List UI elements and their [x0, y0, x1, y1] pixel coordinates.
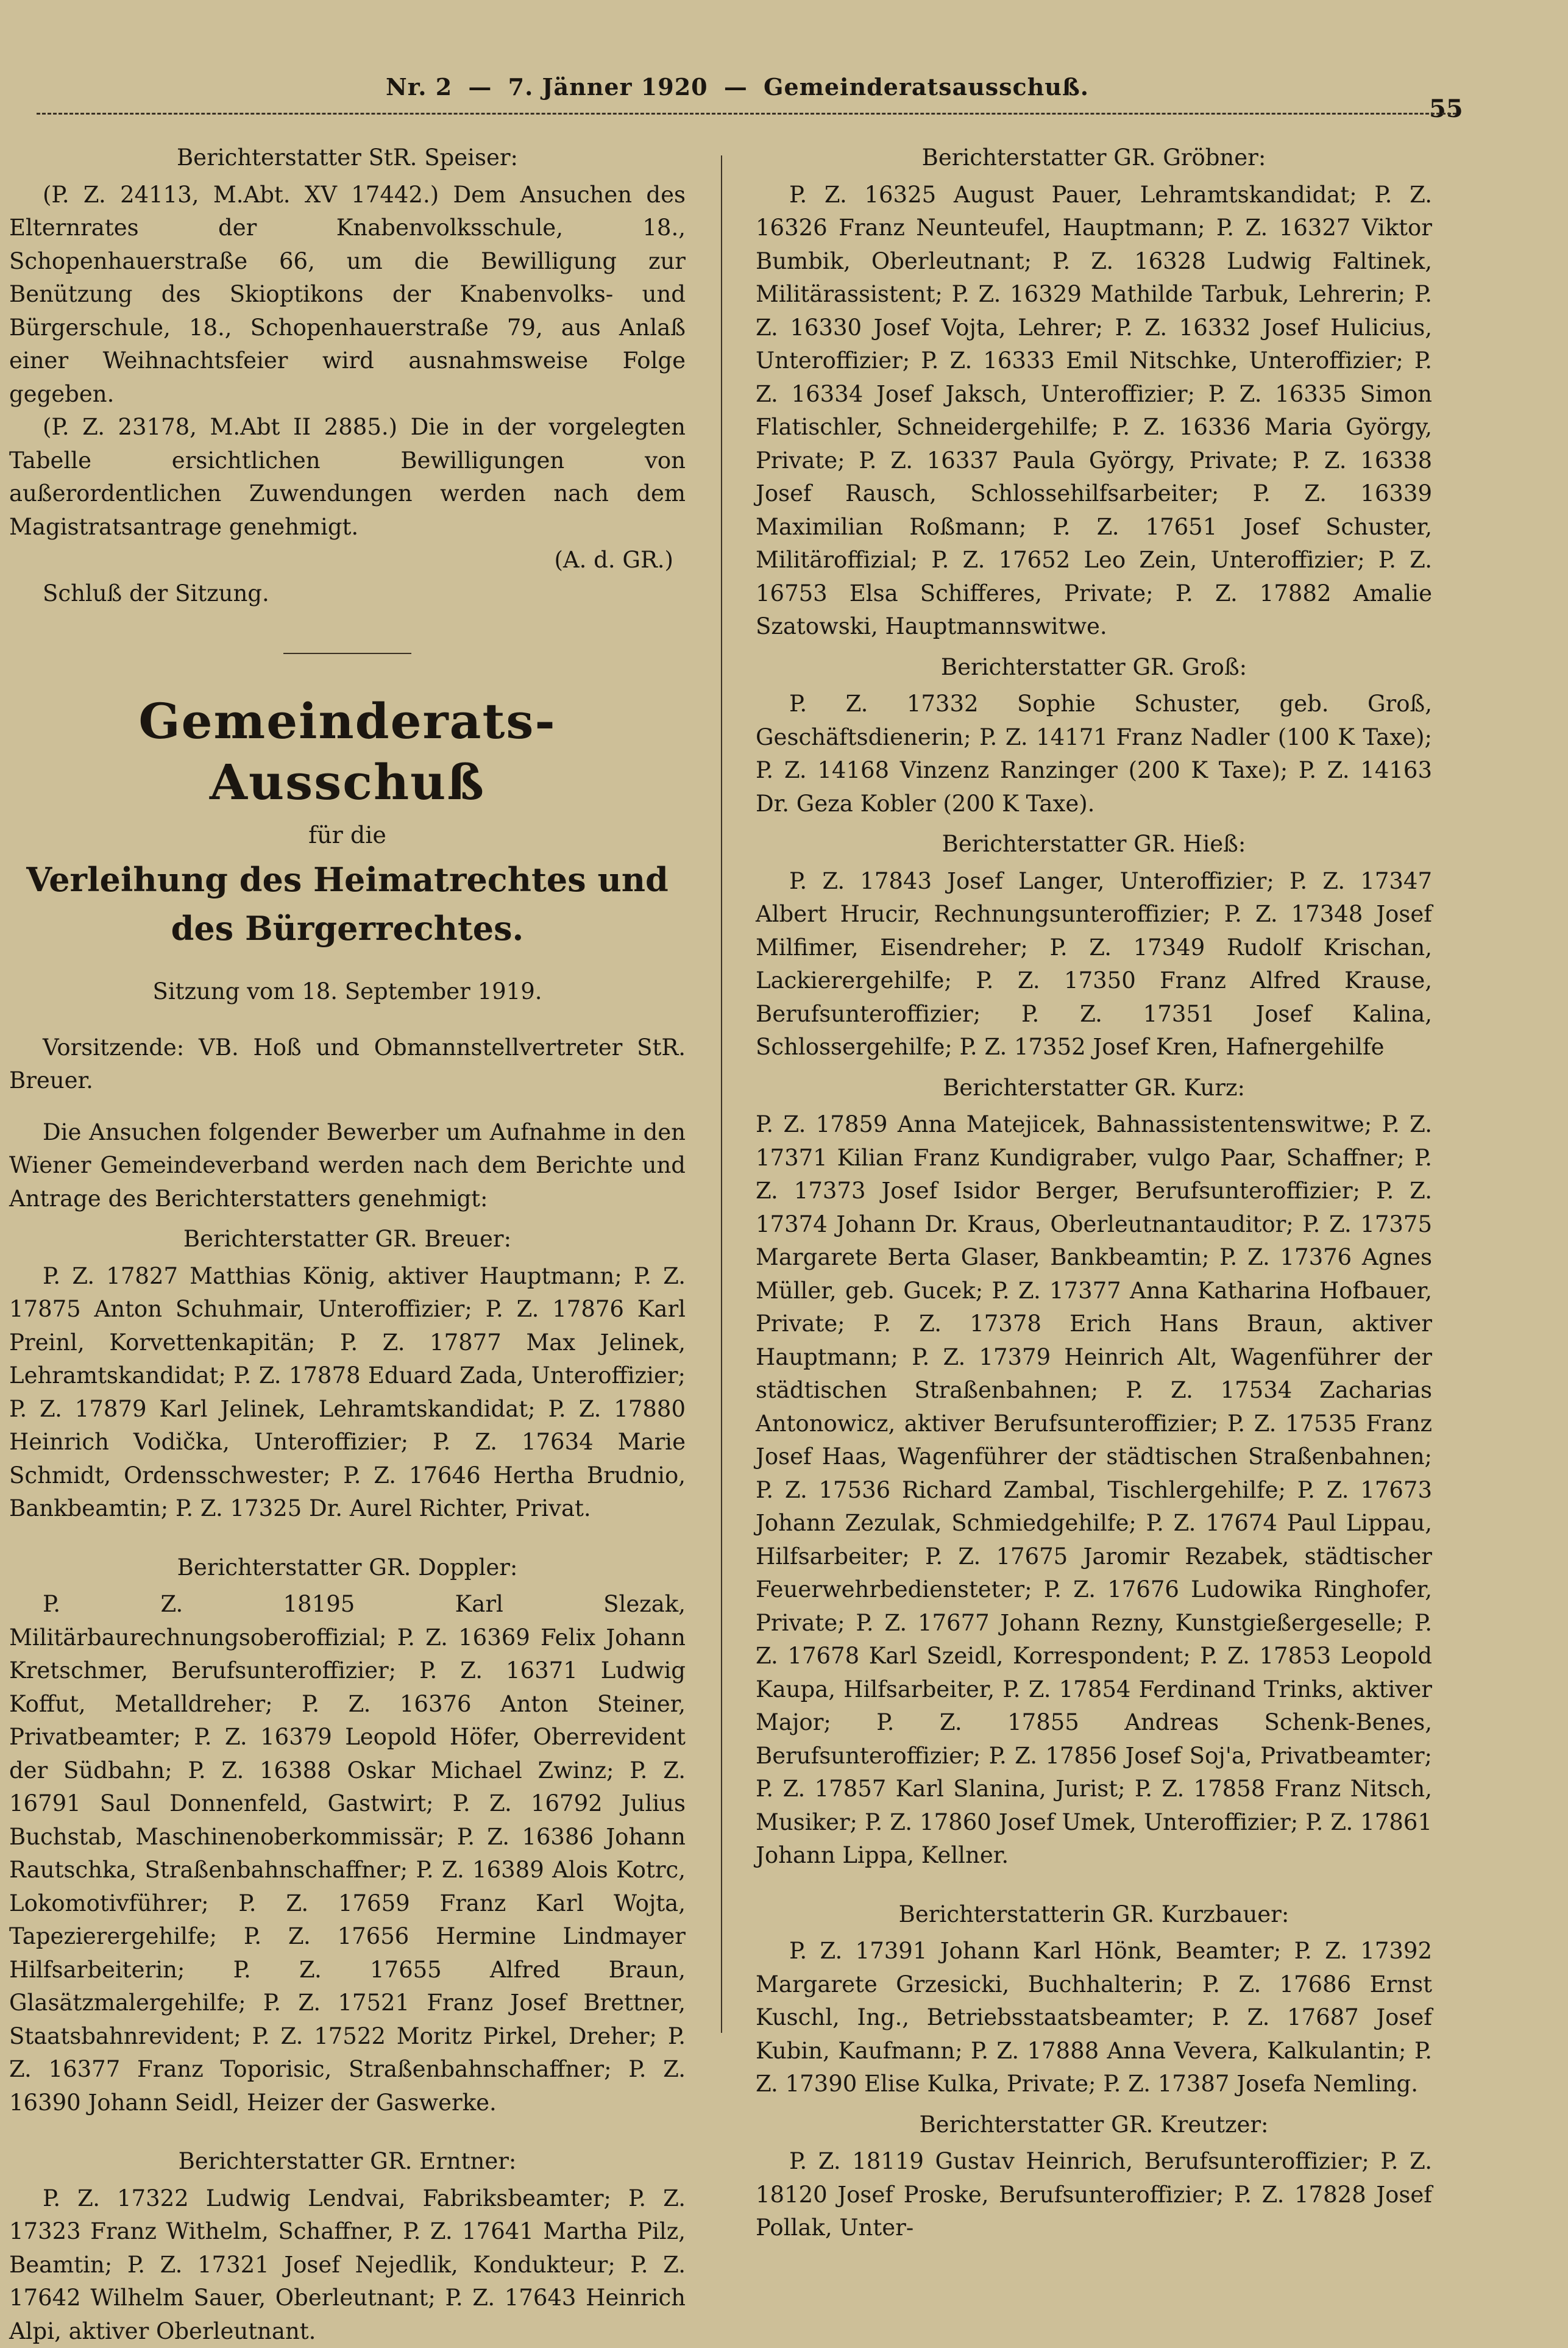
rapporteur-heading: Berichterstatter GR. Kreutzer:	[756, 2108, 1432, 2142]
issue-number: Nr. 2	[386, 73, 452, 101]
applicant-list: P. Z. 17332 Sophie Schuster, geb. Groß, Geschäftsdienerin; P. Z. 14171 Franz Nadler (100 K Taxe); P. Z. 14168 Vinzenz Ranzinger (200 K Taxe); P. Z. 14163 Dr. Geza Kobler (200 K Taxe).	[756, 688, 1432, 820]
session-date: Sitzung vom 18. September 1919.	[9, 975, 686, 1009]
applicant-list: P. Z. 18119 Gustav Heinrich, Berufsunteroffizier; P. Z. 18120 Josef Proske, Berufsunteroffizier; P. Z. 17828 Josef Pollak, Unter-	[756, 2145, 1432, 2245]
rapporteur-heading: Berichterstatter GR. Kurz:	[756, 1072, 1432, 1105]
closing-note: Schluß der Sitzung.	[9, 577, 686, 611]
page-header	[37, 73, 1438, 116]
section-title: Gemeinderats-Ausschuß	[9, 691, 686, 813]
rapporteur-heading: Berichterstatter GR. Groß:	[756, 651, 1432, 685]
intro-paragraph: Die Ansuchen folgender Bewerber um Aufnahme in den Wiener Gemeindeverband werden nach dem Berichte und Antrage des Berichterstatters genehmigt:	[9, 1116, 686, 1216]
applicant-list: P. Z. 18195 Karl Slezak, Militärbaurechnungsoberoffizial; P. Z. 16369 Felix Johann Kretschmer, Berufsunteroffizier; P. Z. 16371 Ludwig Koffut, Metalldreher; P. Z. 16376 Anton Steiner, Privatbeamter; P. Z. 16379 Leopold Höfer, Oberrevident der Südbahn; P. Z. 16388 Oskar Michael Zwinz; P. Z. 16791 Saul Donnenfeld, Gastwirt; P. Z. 16792 Julius Buchstab, Maschinenoberkommissär; P. Z. 16386 Johann Rautschka, Straßenbahnschaffner; P. Z. 16389 Alois Kotrc, Lokomotivführer; P. Z. 17659 Franz Karl Wojta, Tapezierergehilfe; P. Z. 17656 Hermine Lindmayer Hilfsarbeiterin; P. Z. 17655 Alfred Braun, Glasätzmalergehilfe; P. Z. 17521 Franz Josef Brettner, Staatsbahnrevident; P. Z. 17522 Moritz Pirkel, Dreher; P. Z. 16377 Franz Toporisic, Straßenbahnschaffner; P. Z. 16390 Johann Seidl, Heizer der Gaswerke.	[9, 1588, 686, 2119]
section-name: Gemeinderatsausschuß.	[764, 73, 1089, 101]
header-separator: —	[724, 73, 748, 101]
issue-date: 7. Jänner 1920	[508, 73, 708, 101]
section-title-connector: für die	[9, 819, 686, 852]
section-subtitle: Verleihung des Heimatrechtes und des Bürgerrechtes.	[9, 855, 686, 953]
right-column	[756, 134, 1432, 2042]
left-column	[9, 134, 686, 2042]
page-number: 55	[1429, 94, 1463, 123]
chair-line: Vorsitzende: VB. Hoß und Obmannstellvertreter StR. Breuer.	[9, 1031, 686, 1098]
applicant-list: P. Z. 17322 Ludwig Lendvai, Fabriksbeamter; P. Z. 17323 Franz Withelm, Schaffner, P. Z. 17641 Martha Pilz, Beamtin; P. Z. 17321 Josef Nejedlik, Kondukteur; P. Z. 17642 Wilhelm Sauer, Oberleutnant; P. Z. 17643 Heinrich Alpi, aktiver Oberleutnant.	[9, 2182, 686, 2348]
resolution-paragraph: (P. Z. 23178, M.Abt II 2885.) Die in der vorgelegten Tabelle ersichtlichen Bewilligungen von außerordentlichen Zuwendungen werden nach dem Magistratsantrage genehmigt.	[9, 411, 686, 544]
header-rule	[37, 113, 1456, 115]
column-divider	[721, 155, 722, 2033]
applicant-list: P. Z. 17859 Anna Matejicek, Bahnassistentenswitwe; P. Z. 17371 Kilian Franz Kundigraber, vulgo Paar, Schaffner; P. Z. 17373 Josef Isidor Berger, Berufsunteroffizier; P. Z. 17374 Johann Dr. Kraus, Oberleutnantauditor; P. Z. 17375 Margarete Berta Glaser, Bankbeamtin; P. Z. 17376 Agnes Müller, geb. Gucek; P. Z. 17377 Anna Katharina Hofbauer, Private; P. Z. 17378 Erich Hans Braun, aktiver Hauptmann; P. Z. 17379 Heinrich Alt, Wagenführer der städtischen Straßenbahnen; P. Z. 17534 Zacharias Antonowicz, aktiver Berufsunteroffizier; P. Z. 17535 Franz Josef Haas, Wagenführer der städtischen Straßenbahnen; P. Z. 17536 Richard Zambal, Tischlergehilfe; P. Z. 17673 Johann Zezulak, Schmiedgehilfe; P. Z. 17674 Paul Lippau, Hilfsarbeiter; P. Z. 17675 Jaromir Rezabek, städtischer Feuerwehrbediensteter; P. Z. 17676 Ludowika Ringhofer, Private; P. Z. 17677 Johann Rezny, Kunstgießergeselle; P. Z. 17678 Karl Szeidl, Korrespondent; P. Z. 17853 Leopold Kaupa, Hilfsarbeiter, P. Z. 17854 Ferdinand Trinks, aktiver Major; P. Z. 17855 Andreas Schenk-Benes, Berufsunteroffizier; P. Z. 17856 Josef Soj'a, Privatbeamter; P. Z. 17857 Karl Slanina, Jurist; P. Z. 17858 Franz Nitsch, Musiker; P. Z. 17860 Josef Umek, Unteroffizier; P. Z. 17861 Johann Lippa, Kellner.	[756, 1108, 1432, 1873]
rapporteur-heading: Berichterstatter GR. Erntner:	[9, 2145, 686, 2179]
rapporteur-heading: Berichterstatterin GR. Kurzbauer:	[756, 1898, 1432, 1932]
spacer	[9, 1098, 686, 1116]
spacer	[756, 1873, 1432, 1891]
signature: (A. d. GR.)	[9, 544, 673, 577]
rapporteur-heading: Berichterstatter StR. Speiser:	[9, 141, 686, 175]
header-separator: —	[468, 73, 492, 101]
rapporteur-heading: Berichterstatter GR. Breuer:	[9, 1223, 686, 1256]
applicant-list: P. Z. 16325 August Pauer, Lehramtskandidat; P. Z. 16326 Franz Neunteufel, Hauptmann; P. Z. 16327 Viktor Bumbik, Oberleutnant; P. Z. 16328 Ludwig Faltinek, Militärassistent; P. Z. 16329 Mathilde Tarbuk, Lehrerin; P. Z. 16330 Josef Vojta, Lehrer; P. Z. 16332 Josef Hulicius, Unteroffizier; P. Z. 16333 Emil Nitschke, Unteroffizier; P. Z. 16334 Josef Jaksch, Unteroffizier; P. Z. 16335 Simon Flatischler, Schneidergehilfe; P. Z. 16336 Maria György, Private; P. Z. 16337 Paula György, Private; P. Z. 16338 Josef Rausch, Schlossehilfsarbeiter; P. Z. 16339 Maximilian Roßmann; P. Z. 17651 Josef Schuster, Militäroffizial; P. Z. 17652 Leo Zein, Unteroffizier; P. Z. 16753 Elsa Schifferes, Private; P. Z. 17882 Amalie Szatowski, Hauptmannswitwe.	[756, 179, 1432, 644]
rapporteur-heading: Berichterstatter GR. Doppler:	[9, 1551, 686, 1585]
applicant-list: P. Z. 17843 Josef Langer, Unteroffizier; P. Z. 17347 Albert Hrucir, Rechnungsunteroffizier; P. Z. 17348 Josef Milfimer, Eisendreher; P. Z. 17349 Rudolf Krischan, Lackierergehilfe; P. Z. 17350 Franz Alfred Krause, Berufsunteroffizier; P. Z. 17351 Josef Kalina, Schlossergehilfe; P. Z. 17352 Josef Kren, Hafnergehilfe	[756, 865, 1432, 1064]
rapporteur-heading: Berichterstatter GR. Gröbner:	[756, 141, 1432, 175]
applicant-list: P. Z. 17391 Johann Karl Hönk, Beamter; P. Z. 17392 Margarete Grzesicki, Buchhalterin; P. Z. 17686 Ernst Kuschl, Ing., Betriebsstaatsbeamter; P. Z. 17687 Josef Kubin, Kaufmann; P. Z. 17888 Anna Vevera, Kalkulantin; P. Z. 17390 Elise Kulka, Private; P. Z. 17387 Josefa Nemling.	[756, 1935, 1432, 2101]
section-rule	[283, 653, 411, 654]
rapporteur-heading: Berichterstatter GR. Hieß:	[756, 828, 1432, 861]
spacer	[9, 2119, 686, 2138]
resolution-paragraph: (P. Z. 24113, M.Abt. XV 17442.) Dem Ansuchen des Elternrates der Knabenvolksschule, 18., Schopenhauerstraße 66, um die Bewilligung zur Benützung des Skioptikons der Knabenvolks- und Bürgerschule, 18., Schopenhauerstraße 79, aus Anlaß einer Weihnachtsfeier wird ausnahmsweise Folge gegeben.	[9, 179, 686, 411]
spacer	[9, 1526, 686, 1544]
applicant-list: P. Z. 17827 Matthias König, aktiver Hauptmann; P. Z. 17875 Anton Schuhmair, Unteroffizier; P. Z. 17876 Karl Preinl, Korvettenkapitän; P. Z. 17877 Max Jelinek, Lehramtskandidat; P. Z. 17878 Eduard Zada, Unteroffizier; P. Z. 17879 Karl Jelinek, Lehramtskandidat; P. Z. 17880 Heinrich Vodička, Unteroffizier; P. Z. 17634 Marie Schmidt, Ordensschwester; P. Z. 17646 Hertha Brudnio, Bankbeamtin; P. Z. 17325 Dr. Aurel Richter, Privat.	[9, 1260, 686, 1526]
